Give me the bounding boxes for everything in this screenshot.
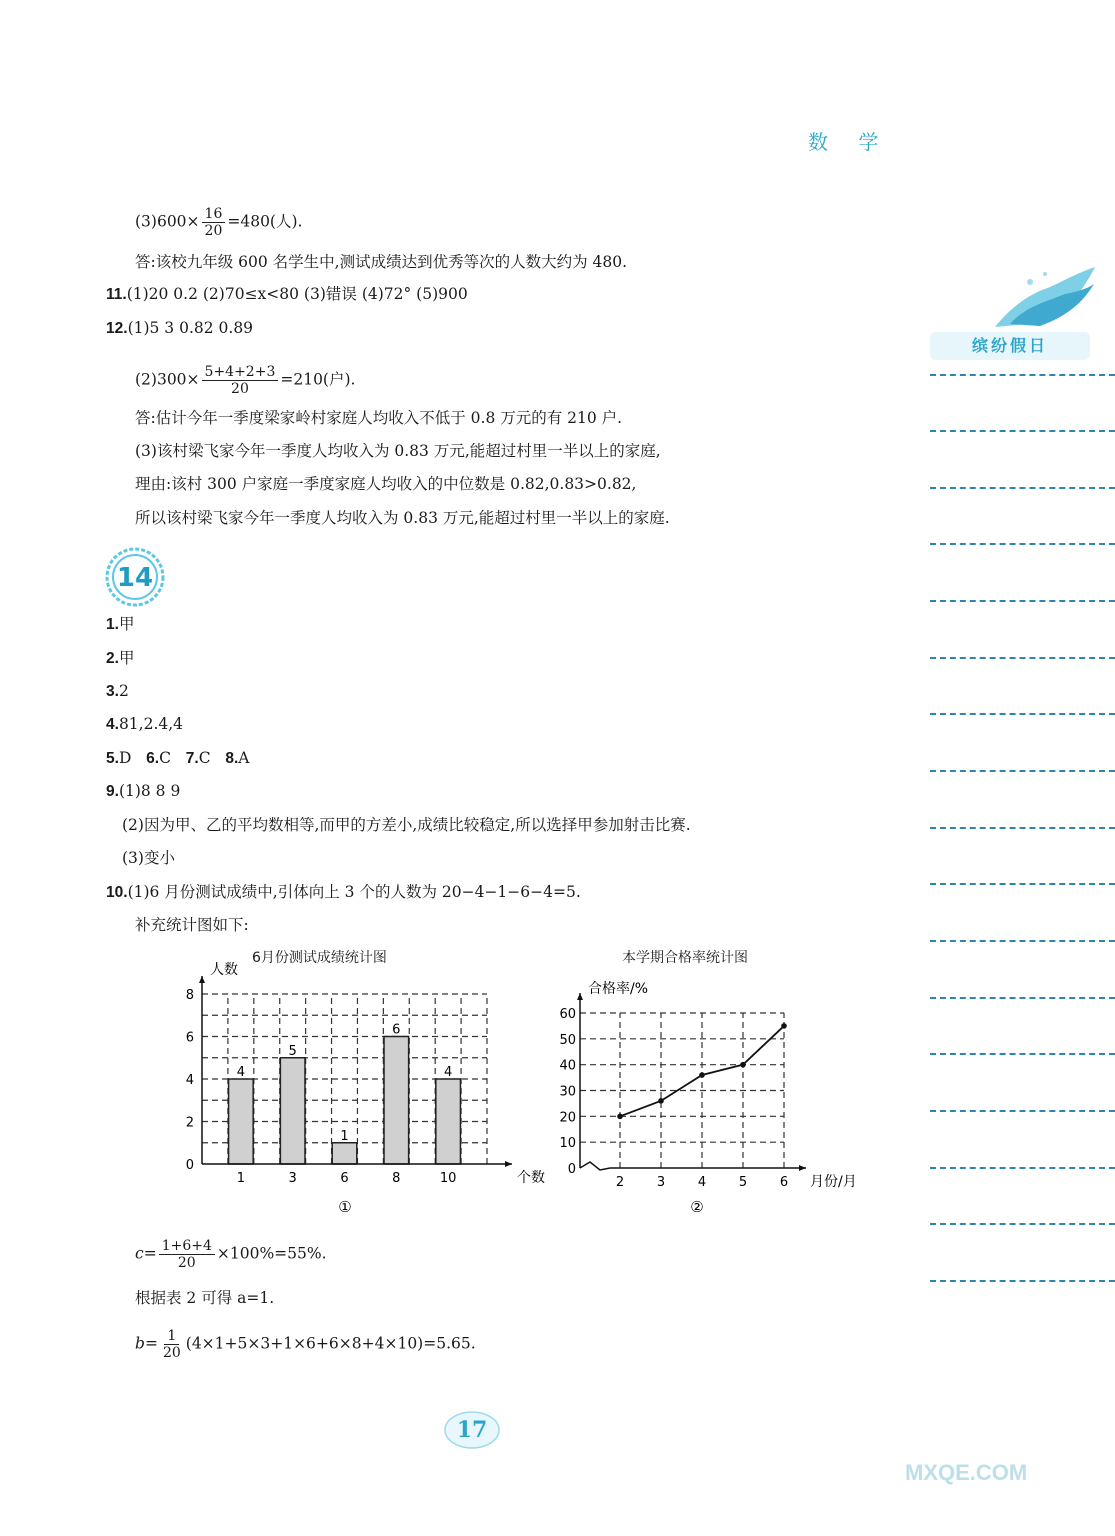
- data-point: [699, 1072, 705, 1078]
- watermark: MXQE.COM: [905, 1460, 1028, 1485]
- a-line: 根据表 2 可得 a=1.: [135, 1289, 275, 1307]
- chart-caption: ②: [690, 1198, 704, 1216]
- x-tick-label: 1: [236, 1171, 246, 1186]
- x-axis-label: 个数: [517, 1170, 545, 1186]
- question-number: 1.: [106, 616, 119, 633]
- formula-suffix: ×100%=55%.: [216, 1244, 327, 1263]
- b-formula: [135, 1328, 476, 1361]
- numerator: 5+4+2+3: [202, 364, 279, 381]
- y-axis-label: 合格率/%: [588, 981, 649, 997]
- question-number: 6.: [146, 750, 160, 767]
- data-point: [781, 1023, 787, 1029]
- x-tick-label: 3: [656, 1175, 666, 1190]
- question-number: 8.: [225, 750, 239, 767]
- note-line: [930, 1223, 1115, 1225]
- data-label: 1: [340, 1128, 349, 1144]
- x-tick-label: 2: [615, 1175, 625, 1190]
- c-formula: [135, 1238, 327, 1271]
- fraction: [160, 1328, 184, 1361]
- question-number: 9.: [106, 783, 119, 800]
- y-tick-label: 0: [567, 1162, 576, 1177]
- denominator: 20: [177, 1255, 196, 1271]
- y-tick-label: 8: [185, 988, 194, 1003]
- answer-text: A: [238, 749, 250, 767]
- answer-3: [106, 681, 129, 702]
- note-line: [930, 430, 1115, 432]
- q12-line2: [135, 364, 355, 397]
- bar: [229, 1079, 254, 1164]
- note-line: [930, 940, 1115, 942]
- x-axis-arrow-icon: [799, 1165, 806, 1171]
- note-line: [930, 997, 1115, 999]
- answer-9-1: [106, 781, 180, 802]
- q12-line6: 所以该村梁飞家今年一季度人均收入为 0.83 万元,能超过村里一半以上的家庭.: [135, 509, 670, 527]
- variable-b: b: [135, 1334, 145, 1353]
- q12-line3: 答:估计今年一季度梁家岭村家庭人均收入不低于 0.8 万元的有 210 户.: [135, 409, 623, 427]
- question-number: 2.: [106, 650, 119, 667]
- side-title: 缤纷假日: [930, 332, 1090, 360]
- question-number: 7.: [185, 750, 199, 767]
- answer-10-2: 补充统计图如下:: [135, 916, 249, 934]
- bar: [332, 1143, 357, 1164]
- fraction: [202, 364, 279, 397]
- question-number: 12.: [106, 320, 128, 337]
- chart-caption: ①: [338, 1198, 352, 1216]
- line-chart: [552, 972, 862, 1222]
- bar: [436, 1079, 461, 1164]
- note-line: [930, 713, 1115, 715]
- y-tick-label: 4: [185, 1073, 194, 1088]
- bar: [280, 1058, 305, 1164]
- numerator: 16: [202, 206, 226, 223]
- answer-text: 甲: [118, 649, 135, 667]
- y-tick-label: 2: [185, 1115, 194, 1131]
- bar-chart-title: 6月份测试成绩统计图: [252, 950, 387, 966]
- note-line: [930, 770, 1115, 772]
- note-line: [930, 1053, 1115, 1055]
- note-line: [930, 657, 1115, 659]
- question-number: 10.: [106, 884, 128, 901]
- denominator: 20: [204, 223, 223, 239]
- y-axis-arrow-icon: [199, 976, 205, 983]
- y-tick-label: 60: [559, 1007, 576, 1022]
- answer-text: C: [198, 749, 211, 767]
- line-chart-title: 本学期合格率统计图: [622, 950, 748, 966]
- note-line: [930, 1110, 1115, 1112]
- question-number: 11.: [106, 286, 127, 303]
- y-tick-label: 6: [185, 1030, 194, 1046]
- note-line: [930, 600, 1115, 602]
- wave-decoration-icon: [990, 262, 1100, 332]
- formula-suffix: (4×1+5×3+1×6+6×8+4×10)=5.65.: [185, 1334, 476, 1353]
- q11-answer: (1)20 0.2 (2)70≤x<80 (3)错误 (4)72° (5)900: [126, 285, 468, 303]
- equals-sign: =: [143, 1244, 157, 1263]
- answer-text: 81,2.4,4: [118, 715, 184, 733]
- question-number: 3.: [106, 683, 119, 700]
- subject-header: 数 学: [808, 130, 891, 154]
- formula-suffix: =210(户).: [280, 370, 356, 389]
- data-label: 5: [288, 1043, 297, 1059]
- answer-text: 2: [118, 682, 129, 700]
- q12-line1: [106, 318, 253, 339]
- y-tick-label: 20: [559, 1110, 576, 1126]
- data-label: 4: [443, 1065, 453, 1080]
- answer-9-3: (3)变小: [122, 849, 175, 867]
- answer-10-1: [106, 882, 581, 903]
- answer-text: D: [118, 749, 132, 767]
- answer-text: C: [159, 749, 171, 767]
- x-tick-label: 3: [288, 1171, 297, 1186]
- note-line: [930, 883, 1115, 885]
- formula-suffix: =480(人).: [227, 212, 303, 231]
- x-tick-label: 8: [392, 1171, 401, 1186]
- x-axis-arrow-icon: [505, 1161, 512, 1167]
- q12-line5: 理由:该村 300 户家庭一季度家庭人均收入的中位数是 0.82,0.83>0.82,: [135, 475, 637, 493]
- numerator: 1: [164, 1328, 179, 1345]
- data-point: [658, 1098, 664, 1104]
- answer-1: [106, 614, 134, 635]
- q10-part3-answer: 答:该校九年级 600 名学生中,测试成绩达到优秀等次的人数大约为 480.: [135, 253, 628, 271]
- answer-text: 甲: [118, 615, 135, 633]
- data-label: 4: [236, 1065, 246, 1080]
- y-tick-label: 50: [559, 1032, 576, 1048]
- note-line: [930, 1280, 1115, 1282]
- answer-9-2: (2)因为甲、乙的平均数相等,而甲的方差小,成绩比较稳定,所以选择甲参加射击比赛.: [122, 816, 691, 834]
- answer-2: [106, 648, 134, 669]
- q10-part3-formula: [135, 206, 302, 239]
- q11-line: [106, 284, 468, 305]
- q12-part1: (1)5 3 0.82 0.89: [127, 319, 254, 337]
- x-tick-label: 4: [697, 1175, 707, 1190]
- x-tick-label: 5: [738, 1175, 748, 1190]
- answer-text: (1)6 月份测试成绩中,引体向上 3 个的人数为 20−4−1−6−4=5.: [127, 883, 581, 901]
- y-tick-label: 30: [559, 1084, 576, 1100]
- y-tick-label: 0: [185, 1158, 194, 1173]
- denominator: 20: [231, 381, 249, 397]
- question-number: 4.: [106, 716, 119, 733]
- y-tick-label: 10: [559, 1136, 576, 1152]
- y-axis-arrow-icon: [577, 993, 583, 1000]
- axis-break-icon: [580, 1162, 610, 1170]
- y-tick-label: 40: [559, 1058, 576, 1074]
- answer-5-8: [106, 748, 249, 769]
- fraction: [159, 1238, 215, 1271]
- x-tick-label: 6: [340, 1171, 349, 1186]
- note-line: [930, 543, 1115, 545]
- variable-c: c: [135, 1244, 144, 1263]
- note-line: [930, 827, 1115, 829]
- answer-4: [106, 714, 183, 735]
- note-line: [930, 374, 1115, 376]
- formula-prefix: (3)600×: [135, 212, 200, 231]
- x-axis-label: 月份/月: [810, 1174, 857, 1190]
- note-line: [930, 487, 1115, 489]
- data-point: [740, 1062, 746, 1068]
- section-number: 14: [116, 563, 154, 593]
- x-tick-label: 10: [439, 1171, 457, 1186]
- numerator: 1+6+4: [159, 1238, 215, 1255]
- denominator: 20: [162, 1345, 181, 1361]
- answer-text: (1)8 8 9: [118, 782, 181, 800]
- equals-sign: =: [144, 1334, 158, 1353]
- y-axis-label: 人数: [210, 962, 238, 978]
- fraction: [202, 206, 226, 239]
- note-line: [930, 1167, 1115, 1169]
- q12-line4: (3)该村梁飞家今年一季度人均收入为 0.83 万元,能超过村里一半以上的家庭,: [135, 442, 661, 460]
- bar-chart: [160, 962, 545, 1222]
- section-badge-icon: [106, 548, 164, 606]
- question-number: 5.: [106, 750, 119, 767]
- x-tick-label: 6: [779, 1175, 789, 1190]
- formula-prefix: (2)300×: [135, 370, 200, 389]
- page-number: 17: [456, 1417, 488, 1443]
- bar: [384, 1037, 409, 1165]
- data-point: [617, 1114, 623, 1120]
- data-label: 6: [392, 1022, 401, 1038]
